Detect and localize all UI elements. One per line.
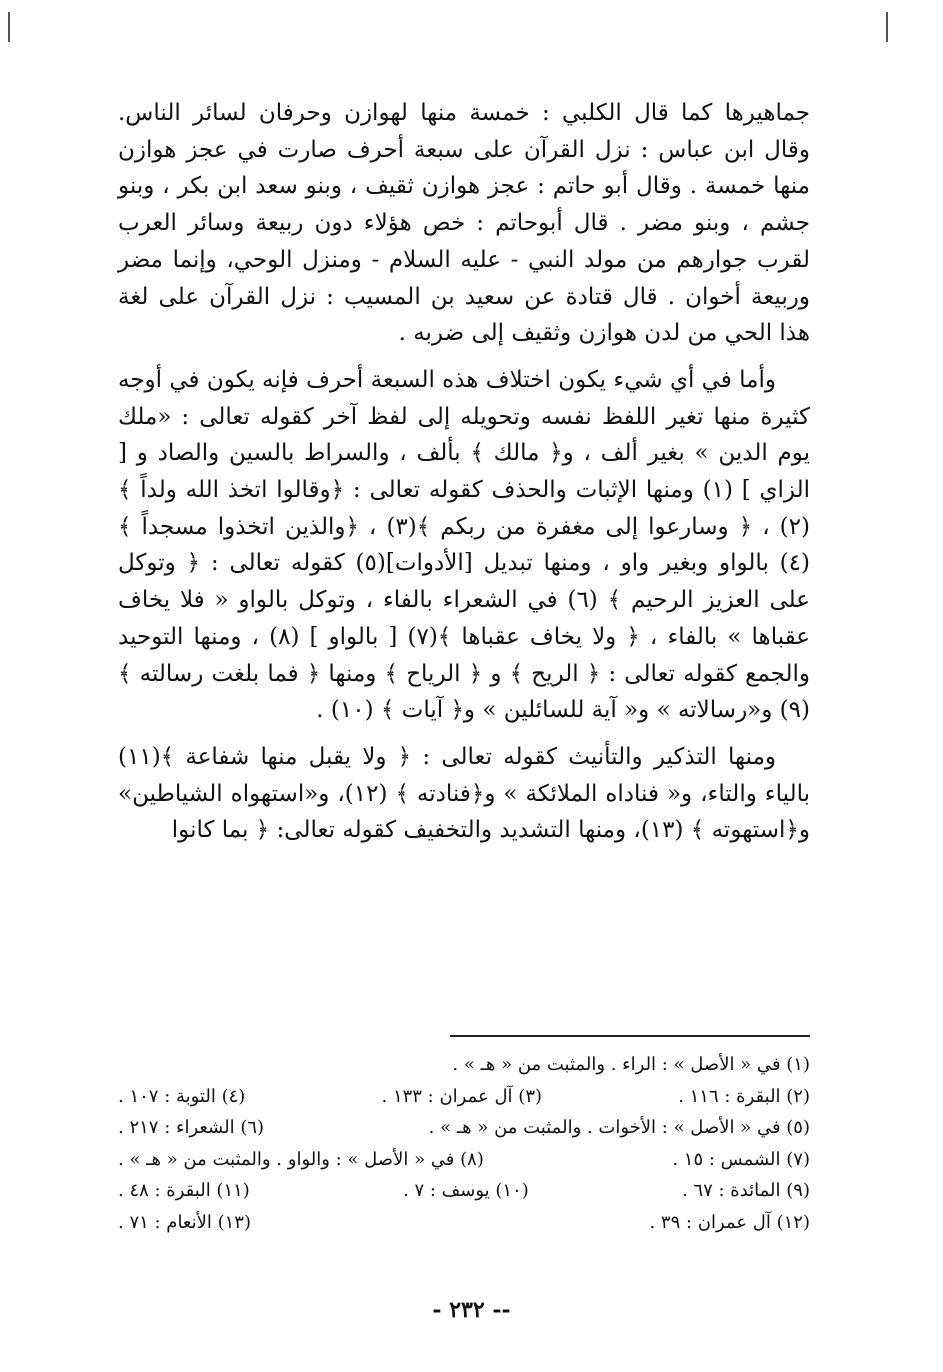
- footnote-separator: [450, 1035, 810, 1037]
- footnote-row: [118, 1144, 810, 1176]
- footnote: (٥) في « الأصل » : الأخوات . والمثبت من « هـ » .: [428, 1117, 810, 1139]
- footnote: (٦) الشعراء : ٢١٧ .: [118, 1117, 265, 1139]
- page-body: [118, 95, 810, 849]
- footnote-row: [118, 1081, 810, 1113]
- page-number: -- ٢٣٢ -: [432, 1297, 511, 1323]
- paragraph-1: جماهيرها كما قال الكلبي : خمسة منها لهوازن وحرفان لسائر الناس. وقال ابن عباس : نزل القرآن على سبعة أحرف صارت في عجز هوازن منها خمسة . وقال أبو حاتم : عجز هوازن ثقيف ، وبنو سعد ابن بكر ، وبنو جشم ، وبنو مضر . قال أبوحاتم : خص هؤلاء دون ربيعة وسائر العرب لقرب جوارهم من مولد النبي - عليه السلام - ومنزل الوحي، وإنما مضر وربيعة أخوان . قال قتادة عن سعيد بن المسيب : نزل القرآن على لغة هذا الحي من لدن هوازن وثقيف إلى ضربه .: [118, 100, 810, 347]
- footnote: (١) في « الأصل » : الراء . والمثبت من « هـ » .: [452, 1054, 810, 1075]
- footnote-row: [118, 1175, 810, 1207]
- paragraph-2: وأما في أي شيء يكون اختلاف هذه السبعة أحرف فإنه يكون في أوجه كثيرة منها تغير اللفظ نفسه وتحويله إلى لفظ آخر كقوله تعالى : «ملك يوم الدين » بغير ألف ، و﴿ مالك ﴾ بألف ، والسراط بالسين والصاد و [ الزاي ] (١) ومنها الإثبات والحذف كقوله تعالى : ﴿وقالوا اتخذ الله ولداً ﴾ (٢) ، ﴿ وسارعوا إلى مغفرة من ربكم ﴾(٣) ، ﴿والذين اتخذوا مسجداً ﴾ (٤) بالواو وبغير واو ، ومنها تبديل [الأدوات](٥) كقوله تعالى : ﴿ وتوكل على العزيز الرحيم ﴾ (٦) في الشعراء بالفاء ، وتوكل بالواو « فلا يخاف عقباها » بالفاء ، ﴿ ولا يخاف عقباها ﴾(٧) [ بالواو ] (٨) ، ومنها التوحيد والجمع كقوله تعالى : ﴿ الريح ﴾ و ﴿ الرياح ﴾ ومنها ﴿ فما بلغت رسالته ﴾ (٩) و«رسالاته » و« آية للسائلين » و﴿ آيات ﴾ (١٠) .: [118, 366, 810, 724]
- footnote: (١١) البقرة : ٤٨ .: [118, 1180, 250, 1202]
- footnote-row: [118, 1207, 810, 1239]
- scan-edge-mark-left: [8, 12, 10, 42]
- footnote: (٧) الشمس : ١٥ .: [672, 1148, 810, 1170]
- footnote: (١٣) الأنعام : ٧١ .: [118, 1211, 252, 1233]
- footnotes: [118, 1049, 810, 1239]
- footnote: (٢) البقرة : ١١٦ .: [678, 1085, 810, 1107]
- scan-edge-mark-right: [886, 12, 888, 42]
- footnote-row: [118, 1049, 810, 1081]
- paragraph-3: ومنها التذكير والتأنيث كقوله تعالى : ﴿ ولا يقبل منها شفاعة ﴾(١١) بالياء والتاء، و« فناداه الملائكة » و﴿فنادته ﴾ (١٢)، و«استهواه الشياطين» و﴿استهوته ﴾ (١٣)، ومنها التشديد والتخفيف كقوله تعالى: ﴿ بما كانوا: [118, 743, 810, 844]
- footnote-row: [118, 1112, 810, 1144]
- footnote: (٣) آل عمران : ١٣٣ .: [381, 1085, 543, 1107]
- footnote: (٤) التوبة : ١٠٧ .: [118, 1085, 246, 1107]
- footnote: (١٢) آل عمران : ٣٩ .: [649, 1211, 810, 1233]
- footnote: (١٠) يوسف : ٧ .: [403, 1180, 529, 1202]
- footnote: (٩) المائدة : ٦٧ .: [681, 1180, 810, 1202]
- footnote: (٨) في « الأصل » : والواو . والمثبت من « هـ » .: [118, 1148, 484, 1170]
